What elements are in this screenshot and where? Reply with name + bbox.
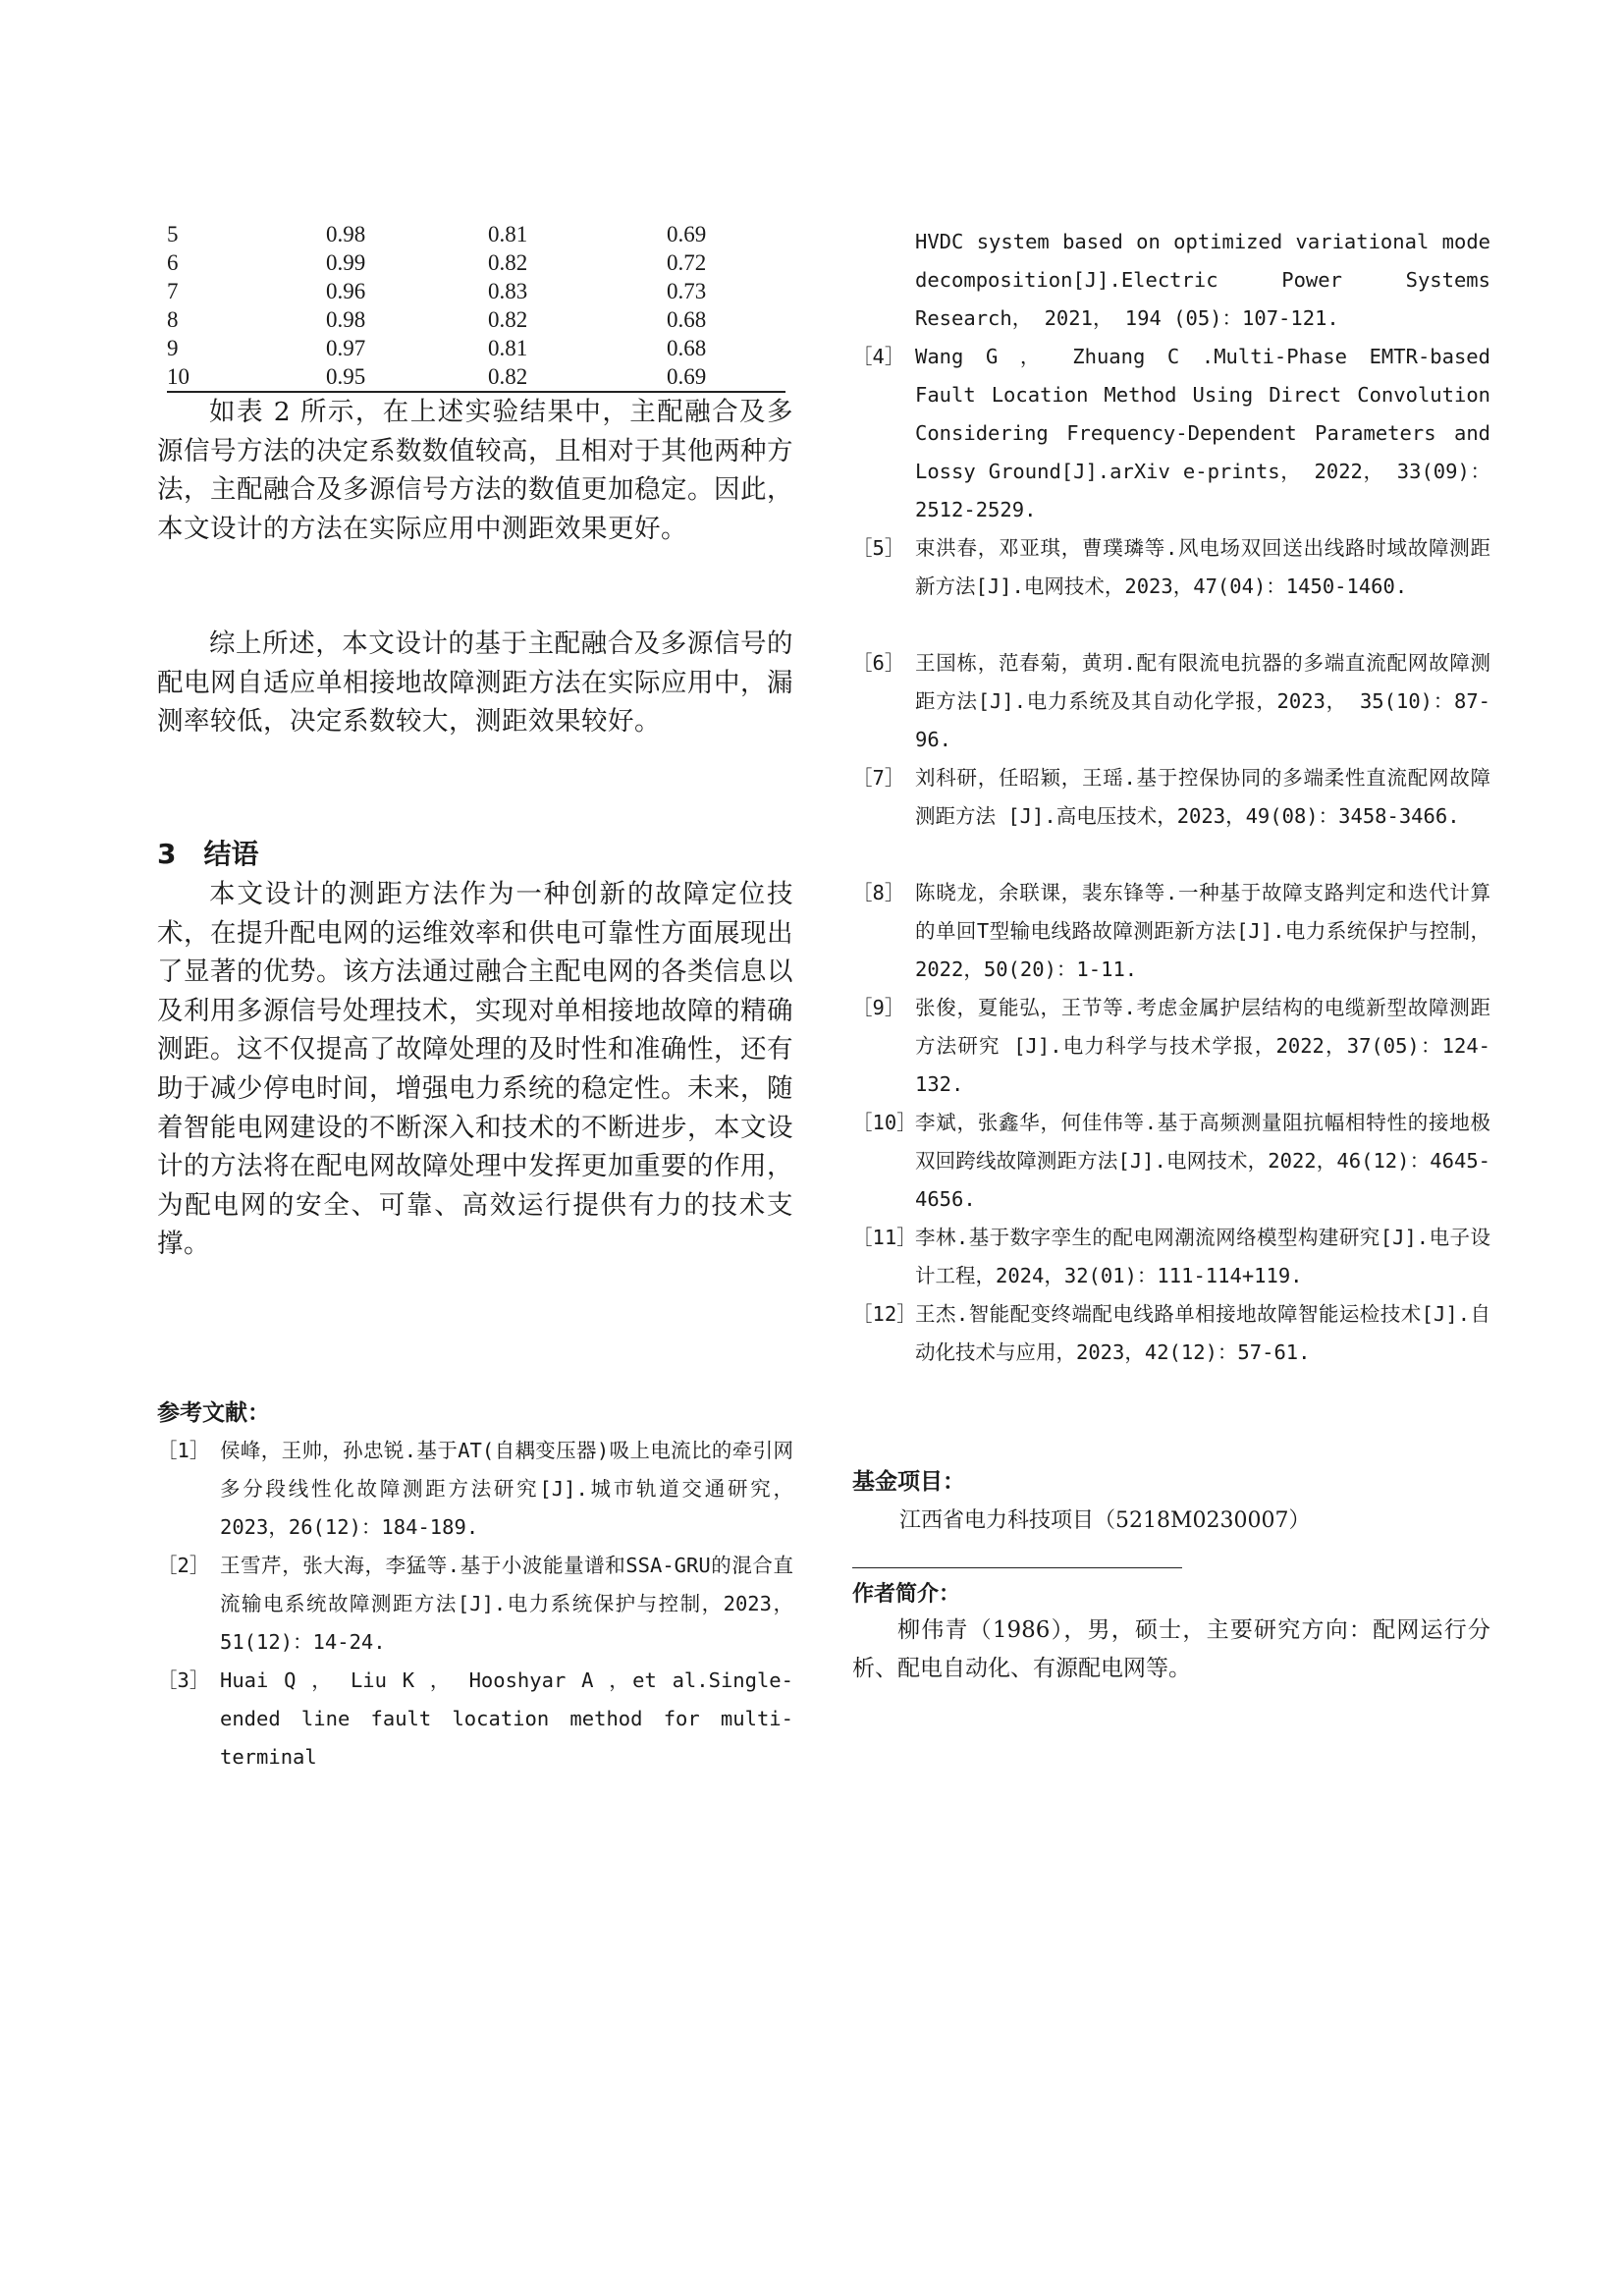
table-cell: 10 [167,362,326,392]
reference-item-11 [852,1219,1490,1295]
paragraph-conclusion: 本文设计的测距方法作为一种创新的故障定位技术，在提升配电网的运维效率和供电可靠性方面展现出了显著的优势。该方法通过融合主配电网的各类信息以及利用多源信号处理技术，实现对单相接地故障的精确测距。这不仅提高了故障处理的及时性和准确性，还有助于减少停电时间，增强电力系统的稳定性。未来，随着智能电网建设的不断深入和技术的不断进步，本文设计的方法将在配电网故障处理中发挥更加重要的作用，为配电网的安全、可靠、高效运行提供有力的技术支撑。 [157,879,793,1260]
reference-number: ［5］ [852,536,905,560]
reference-number: ［11］ [852,1226,917,1249]
reference-text: Huai Q ， Liu K ， Hooshyar A ，et al.Single-ended line fault location method for multi-terminal [220,1668,793,1769]
fund-heading: 基金项目： [852,1469,965,1495]
reference-item-3 [157,1662,793,1777]
reference-item-2 [157,1547,793,1662]
footnote-divider [852,1567,1182,1568]
table-row [167,362,785,392]
reference-number: ［7］ [852,766,905,790]
reference-item-1 [157,1432,793,1547]
paragraph-results: 如表 2 所示，在上述实验结果中，主配融合及多源信号方法的决定系数数值较高，且相对于其他两种方法，主配融合及多源信号方法的数值更加稳定。因此，本文设计的方法在实际应用中测距效果更好。 [157,397,793,544]
table-cell: 8 [167,307,179,332]
references-heading: 参考文献： [157,1400,270,1426]
table-cell: 0.72 [667,250,707,275]
reference-text: 王雪芹，张大海，李猛等.基于小波能量谱和SSA-GRU的混合直流输电系统故障测距方法[J].电力系统保护与控制，2023，51(12)：14-24. [220,1554,793,1654]
table-cell: 0.69 [667,222,707,246]
reference-number: ［4］ [852,345,905,368]
table-row [167,277,785,305]
author-heading: 作者简介： [852,1582,961,1607]
reference-text: 王杰.智能配变终端配电线路单相接地故障智能运检技术[J].自动化技术与应用，2023，42(12)：57-61. [915,1302,1490,1364]
reference-text: 张俊，夏能弘，王节等.考虑金属护层结构的电缆新型故障测距方法研究 [J].电力科学与技术学报，2022，37(05)：124-132. [915,996,1490,1096]
fund-text: 江西省电力科技项目（5218M0230007） [899,1508,1311,1533]
table-cell: 0.68 [667,336,707,360]
table-cell: 0.82 [488,362,667,392]
reference-item-6 [852,644,1490,759]
table-cell: 0.99 [326,250,366,275]
table-row [167,220,785,248]
reference-text: 侯峰，王帅，孙忠锐.基于AT(自耦变压器)吸上电流比的牵引网多分段线性化故障测距方法研究[J].城市轨道交通研究，2023，26(12)：184-189. [220,1439,793,1539]
reference-item-9 [852,989,1490,1104]
reference-number: ［10］ [852,1111,917,1134]
reference-item-12 [852,1295,1490,1372]
reference-text: 李斌，张鑫华，何佳伟等.基于高频测量阻抗幅相特性的接地极双回跨线故障测距方法[J].电网技术，2022，46(12)：4645-4656. [915,1111,1490,1211]
reference-text: Wang G ， Zhuang C .Multi-Phase EMTR-based Fault Location Method Using Direct Convolution Considering Frequency-Dependent Parameters and Lossy Ground[J].arXiv e-prints， 2022， 33(09)：2512-2529. [915,345,1490,521]
table-row [167,305,785,334]
table-cell: 0.81 [488,336,528,360]
reference-item-5 [852,529,1490,606]
reference-text: 李林.基于数字孪生的配电网潮流网络模型构建研究[J].电子设计工程，2024，32(01)：111-114+119. [915,1226,1490,1287]
reference-number: ［9］ [852,996,905,1019]
table-cell: 0.81 [488,222,528,246]
reference-item-8 [852,874,1490,989]
reference-number: ［6］ [852,651,905,675]
table-cell: 0.95 [326,362,488,392]
reference-number: ［1］ [157,1439,210,1462]
reference-text: 束洪春，邓亚琪，曹璞璘等.风电场双回送出线路时域故障测距新方法[J].电网技术，2023，47(04)：1450-1460. [915,536,1490,598]
reference-item-3-continued [852,223,1490,338]
table-cell: 0.98 [326,307,366,332]
table-cell: 7 [167,279,179,303]
reference-item-10 [852,1104,1490,1219]
reference-item-4 [852,338,1490,529]
table-cell: 9 [167,336,179,360]
reference-number: ［2］ [157,1554,210,1577]
table-cell: 0.83 [488,279,528,303]
author-bio: 柳伟青（1986），男，硕士，主要研究方向：配网运行分析、配电自动化、有源配电网等。 [852,1617,1490,1681]
table-row [167,248,785,277]
section-title-conclusion: 3 结语 [157,838,259,870]
table-cell: 5 [167,222,179,246]
table-cell: 0.98 [326,222,366,246]
reference-text-continued: HVDC system based on optimized variational mode decomposition[J].Electric Power Systems Research， 2021， 194 (05)：107-121. [915,230,1490,330]
table-cell: 0.96 [326,279,366,303]
reference-item-7 [852,759,1490,836]
reference-text: 王国栋，范春菊，黄玥.配有限流电抗器的多端直流配网故障测距方法[J].电力系统及其自动化学报，2023， 35(10)：87-96. [915,651,1490,751]
table-cell: 0.82 [488,250,528,275]
table-cell: 0.68 [667,307,707,332]
table-cell: 6 [167,250,179,275]
table-cell: 0.82 [488,307,528,332]
table-cell: 0.69 [667,362,785,392]
paragraph-summary: 综上所述，本文设计的基于主配融合及多源信号的配电网自适应单相接地故障测距方法在实际应用中，漏测率较低，决定系数较大，测距效果较好。 [157,629,793,738]
reference-text: 陈晓龙，余联课，裴东锋等.一种基于故障支路判定和迭代计算的单回T型输电线路故障测距新方法[J].电力系统保护与控制，2022，50(20)：1-11. [915,881,1490,981]
reference-number: ［12］ [852,1302,917,1326]
table-cell: 0.97 [326,336,366,360]
table-row [167,334,785,362]
results-table [167,220,785,393]
reference-number: ［3］ [157,1668,210,1692]
reference-text: 刘科研，任昭颖，王瑶.基于控保协同的多端柔性直流配网故障测距方法 [J].高电压技术，2023，49(08)：3458-3466. [915,766,1490,828]
reference-number: ［8］ [852,881,905,904]
table-cell: 0.73 [667,279,707,303]
